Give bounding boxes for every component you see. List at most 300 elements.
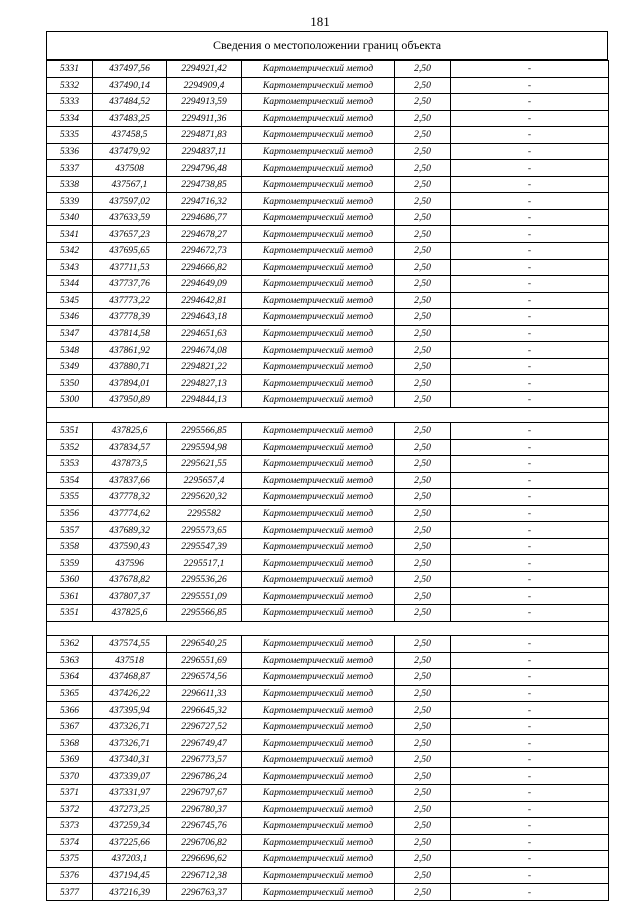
method-cell: Картометрический метод — [242, 110, 395, 127]
x-coordinate-cell: 437689,32 — [93, 522, 167, 539]
description-cell: - — [451, 472, 609, 489]
y-coordinate-cell: 2296786,24 — [167, 768, 242, 785]
x-coordinate-cell: 437880,71 — [93, 358, 167, 375]
description-cell: - — [451, 77, 609, 94]
method-cell: Картометрический метод — [242, 718, 395, 735]
x-coordinate-cell: 437458,5 — [93, 127, 167, 144]
y-coordinate-cell: 2296763,37 — [167, 884, 242, 901]
table-row — [47, 735, 609, 752]
method-cell: Картометрический метод — [242, 325, 395, 342]
table-row — [47, 555, 609, 572]
description-cell: - — [451, 342, 609, 359]
point-number-cell: 5352 — [47, 439, 93, 456]
description-cell: - — [451, 276, 609, 293]
table-row — [47, 276, 609, 293]
description-cell: - — [451, 605, 609, 622]
method-cell: Картометрический метод — [242, 867, 395, 884]
description-cell: - — [451, 358, 609, 375]
table-row — [47, 636, 609, 653]
y-coordinate-cell: 2296551,69 — [167, 652, 242, 669]
accuracy-cell: 2,50 — [395, 718, 451, 735]
description-cell: - — [451, 768, 609, 785]
y-coordinate-cell: 2294913,59 — [167, 94, 242, 111]
point-number-cell: 5355 — [47, 489, 93, 506]
method-cell: Картометрический метод — [242, 834, 395, 851]
accuracy-cell: 2,50 — [395, 375, 451, 392]
x-coordinate-cell: 437837,66 — [93, 472, 167, 489]
description-cell: - — [451, 391, 609, 408]
method-cell: Картометрический метод — [242, 292, 395, 309]
accuracy-cell: 2,50 — [395, 735, 451, 752]
method-cell: Картометрический метод — [242, 422, 395, 439]
y-coordinate-cell: 2296727,52 — [167, 718, 242, 735]
accuracy-cell: 2,50 — [395, 94, 451, 111]
x-coordinate-cell: 437657,23 — [93, 226, 167, 243]
table-row — [47, 768, 609, 785]
table-row — [47, 851, 609, 868]
description-cell: - — [451, 292, 609, 309]
point-number-cell: 5332 — [47, 77, 93, 94]
method-cell: Картометрический метод — [242, 209, 395, 226]
accuracy-cell: 2,50 — [395, 358, 451, 375]
accuracy-cell: 2,50 — [395, 636, 451, 653]
group-separator-cell — [47, 621, 609, 636]
method-cell: Картометрический метод — [242, 505, 395, 522]
description-cell: - — [451, 176, 609, 193]
x-coordinate-cell: 437825,6 — [93, 422, 167, 439]
y-coordinate-cell: 2294716,32 — [167, 193, 242, 210]
accuracy-cell: 2,50 — [395, 143, 451, 160]
x-coordinate-cell: 437711,53 — [93, 259, 167, 276]
table-row — [47, 718, 609, 735]
point-number-cell: 5369 — [47, 751, 93, 768]
method-cell: Картометрический метод — [242, 702, 395, 719]
method-cell: Картометрический метод — [242, 391, 395, 408]
accuracy-cell: 2,50 — [395, 209, 451, 226]
accuracy-cell: 2,50 — [395, 61, 451, 78]
table-row — [47, 243, 609, 260]
description-cell: - — [451, 884, 609, 901]
point-number-cell: 5335 — [47, 127, 93, 144]
table-row — [47, 325, 609, 342]
method-cell: Картометрический метод — [242, 751, 395, 768]
y-coordinate-cell: 2296745,76 — [167, 818, 242, 835]
y-coordinate-cell: 2294909,4 — [167, 77, 242, 94]
table-row — [47, 127, 609, 144]
y-coordinate-cell: 2295573,65 — [167, 522, 242, 539]
accuracy-cell: 2,50 — [395, 669, 451, 686]
boundary-sheet — [46, 31, 608, 901]
y-coordinate-cell: 2294643,18 — [167, 309, 242, 326]
x-coordinate-cell: 437596 — [93, 555, 167, 572]
method-cell: Картометрический метод — [242, 61, 395, 78]
x-coordinate-cell: 437484,52 — [93, 94, 167, 111]
y-coordinate-cell: 2296611,33 — [167, 685, 242, 702]
accuracy-cell: 2,50 — [395, 505, 451, 522]
accuracy-cell: 2,50 — [395, 818, 451, 835]
point-number-cell: 5342 — [47, 243, 93, 260]
method-cell: Картометрический метод — [242, 784, 395, 801]
description-cell: - — [451, 110, 609, 127]
x-coordinate-cell: 437490,14 — [93, 77, 167, 94]
y-coordinate-cell: 2295566,85 — [167, 422, 242, 439]
y-coordinate-cell: 2294674,08 — [167, 342, 242, 359]
accuracy-cell: 2,50 — [395, 325, 451, 342]
description-cell: - — [451, 226, 609, 243]
description-cell: - — [451, 456, 609, 473]
description-cell: - — [451, 538, 609, 555]
y-coordinate-cell: 2296780,37 — [167, 801, 242, 818]
table-row — [47, 176, 609, 193]
method-cell: Картометрический метод — [242, 358, 395, 375]
y-coordinate-cell: 2296696,62 — [167, 851, 242, 868]
accuracy-cell: 2,50 — [395, 685, 451, 702]
point-number-cell: 5339 — [47, 193, 93, 210]
method-cell: Картометрический метод — [242, 768, 395, 785]
y-coordinate-cell: 2295621,55 — [167, 456, 242, 473]
table-row — [47, 143, 609, 160]
method-cell: Картометрический метод — [242, 555, 395, 572]
coordinates-table-body — [47, 61, 609, 901]
table-row — [47, 472, 609, 489]
table-row — [47, 456, 609, 473]
y-coordinate-cell: 2296712,38 — [167, 867, 242, 884]
point-number-cell: 5351 — [47, 422, 93, 439]
point-number-cell: 5349 — [47, 358, 93, 375]
y-coordinate-cell: 2296574,56 — [167, 669, 242, 686]
x-coordinate-cell: 437678,82 — [93, 571, 167, 588]
y-coordinate-cell: 2294837,11 — [167, 143, 242, 160]
method-cell: Картометрический метод — [242, 818, 395, 835]
description-cell: - — [451, 193, 609, 210]
point-number-cell: 5348 — [47, 342, 93, 359]
point-number-cell: 5377 — [47, 884, 93, 901]
x-coordinate-cell: 437326,71 — [93, 735, 167, 752]
table-row — [47, 209, 609, 226]
table-row — [47, 489, 609, 506]
y-coordinate-cell: 2296540,25 — [167, 636, 242, 653]
method-cell: Картометрический метод — [242, 226, 395, 243]
method-cell: Картометрический метод — [242, 522, 395, 539]
y-coordinate-cell: 2296749,47 — [167, 735, 242, 752]
table-row — [47, 358, 609, 375]
table-row — [47, 801, 609, 818]
method-cell: Картометрический метод — [242, 605, 395, 622]
table-row — [47, 884, 609, 901]
description-cell: - — [451, 669, 609, 686]
x-coordinate-cell: 437426,22 — [93, 685, 167, 702]
method-cell: Картометрический метод — [242, 77, 395, 94]
point-number-cell: 5360 — [47, 571, 93, 588]
point-number-cell: 5367 — [47, 718, 93, 735]
point-number-cell: 5333 — [47, 94, 93, 111]
x-coordinate-cell: 437395,94 — [93, 702, 167, 719]
point-number-cell: 5300 — [47, 391, 93, 408]
y-coordinate-cell: 2295551,09 — [167, 588, 242, 605]
point-number-cell: 5364 — [47, 669, 93, 686]
point-number-cell: 5356 — [47, 505, 93, 522]
y-coordinate-cell: 2294871,83 — [167, 127, 242, 144]
x-coordinate-cell: 437497,56 — [93, 61, 167, 78]
description-cell: - — [451, 259, 609, 276]
accuracy-cell: 2,50 — [395, 127, 451, 144]
coordinates-table — [46, 60, 609, 901]
description-cell: - — [451, 143, 609, 160]
table-row — [47, 193, 609, 210]
table-row — [47, 342, 609, 359]
method-cell: Картометрический метод — [242, 342, 395, 359]
point-number-cell: 5338 — [47, 176, 93, 193]
method-cell: Картометрический метод — [242, 801, 395, 818]
group-separator-row — [47, 408, 609, 423]
table-row — [47, 702, 609, 719]
point-number-cell: 5375 — [47, 851, 93, 868]
point-number-cell: 5366 — [47, 702, 93, 719]
x-coordinate-cell: 437633,59 — [93, 209, 167, 226]
table-row — [47, 77, 609, 94]
accuracy-cell: 2,50 — [395, 309, 451, 326]
method-cell: Картометрический метод — [242, 588, 395, 605]
description-cell: - — [451, 702, 609, 719]
table-row — [47, 685, 609, 702]
table-row — [47, 605, 609, 622]
description-cell: - — [451, 784, 609, 801]
point-number-cell: 5371 — [47, 784, 93, 801]
group-separator-row — [47, 621, 609, 636]
accuracy-cell: 2,50 — [395, 751, 451, 768]
table-row — [47, 292, 609, 309]
description-cell: - — [451, 571, 609, 588]
y-coordinate-cell: 2295566,85 — [167, 605, 242, 622]
method-cell: Картометрический метод — [242, 439, 395, 456]
accuracy-cell: 2,50 — [395, 538, 451, 555]
description-cell: - — [451, 160, 609, 177]
point-number-cell: 5350 — [47, 375, 93, 392]
x-coordinate-cell: 437825,6 — [93, 605, 167, 622]
accuracy-cell: 2,50 — [395, 193, 451, 210]
accuracy-cell: 2,50 — [395, 522, 451, 539]
x-coordinate-cell: 437807,37 — [93, 588, 167, 605]
description-cell: - — [451, 422, 609, 439]
x-coordinate-cell: 437873,5 — [93, 456, 167, 473]
x-coordinate-cell: 437773,22 — [93, 292, 167, 309]
point-number-cell: 5353 — [47, 456, 93, 473]
table-row — [47, 669, 609, 686]
table-row — [47, 110, 609, 127]
table-row — [47, 751, 609, 768]
accuracy-cell: 2,50 — [395, 110, 451, 127]
y-coordinate-cell: 2295620,32 — [167, 489, 242, 506]
y-coordinate-cell: 2296773,57 — [167, 751, 242, 768]
x-coordinate-cell: 437737,76 — [93, 276, 167, 293]
point-number-cell: 5334 — [47, 110, 93, 127]
accuracy-cell: 2,50 — [395, 489, 451, 506]
x-coordinate-cell: 437814,58 — [93, 325, 167, 342]
description-cell: - — [451, 685, 609, 702]
accuracy-cell: 2,50 — [395, 834, 451, 851]
x-coordinate-cell: 437259,34 — [93, 818, 167, 835]
y-coordinate-cell: 2295547,39 — [167, 538, 242, 555]
y-coordinate-cell: 2294686,77 — [167, 209, 242, 226]
point-number-cell: 5331 — [47, 61, 93, 78]
x-coordinate-cell: 437339,07 — [93, 768, 167, 785]
y-coordinate-cell: 2296645,32 — [167, 702, 242, 719]
table-row — [47, 652, 609, 669]
method-cell: Картометрический метод — [242, 375, 395, 392]
description-cell: - — [451, 751, 609, 768]
x-coordinate-cell: 437479,92 — [93, 143, 167, 160]
x-coordinate-cell: 437331,97 — [93, 784, 167, 801]
table-row — [47, 588, 609, 605]
y-coordinate-cell: 2294844,13 — [167, 391, 242, 408]
accuracy-cell: 2,50 — [395, 851, 451, 868]
point-number-cell: 5347 — [47, 325, 93, 342]
x-coordinate-cell: 437774,62 — [93, 505, 167, 522]
description-cell: - — [451, 522, 609, 539]
description-cell: - — [451, 652, 609, 669]
x-coordinate-cell: 437225,66 — [93, 834, 167, 851]
point-number-cell: 5373 — [47, 818, 93, 835]
description-cell: - — [451, 94, 609, 111]
accuracy-cell: 2,50 — [395, 391, 451, 408]
y-coordinate-cell: 2294666,82 — [167, 259, 242, 276]
table-row — [47, 391, 609, 408]
y-coordinate-cell: 2295517,1 — [167, 555, 242, 572]
accuracy-cell: 2,50 — [395, 571, 451, 588]
accuracy-cell: 2,50 — [395, 456, 451, 473]
accuracy-cell: 2,50 — [395, 259, 451, 276]
point-number-cell: 5363 — [47, 652, 93, 669]
point-number-cell: 5365 — [47, 685, 93, 702]
description-cell: - — [451, 834, 609, 851]
table-row — [47, 259, 609, 276]
point-number-cell: 5361 — [47, 588, 93, 605]
table-row — [47, 505, 609, 522]
y-coordinate-cell: 2295582 — [167, 505, 242, 522]
point-number-cell: 5354 — [47, 472, 93, 489]
description-cell: - — [451, 209, 609, 226]
table-row — [47, 439, 609, 456]
description-cell: - — [451, 439, 609, 456]
point-number-cell: 5359 — [47, 555, 93, 572]
description-cell: - — [451, 867, 609, 884]
x-coordinate-cell: 437695,65 — [93, 243, 167, 260]
page-number: 181 — [310, 14, 330, 29]
description-cell: - — [451, 735, 609, 752]
accuracy-cell: 2,50 — [395, 605, 451, 622]
group-separator-cell — [47, 408, 609, 423]
description-cell: - — [451, 127, 609, 144]
x-coordinate-cell: 437518 — [93, 652, 167, 669]
x-coordinate-cell: 437778,32 — [93, 489, 167, 506]
x-coordinate-cell: 437894,01 — [93, 375, 167, 392]
y-coordinate-cell: 2294827,13 — [167, 375, 242, 392]
method-cell: Картометрический метод — [242, 472, 395, 489]
method-cell: Картометрический метод — [242, 735, 395, 752]
accuracy-cell: 2,50 — [395, 867, 451, 884]
table-row — [47, 226, 609, 243]
method-cell: Картометрический метод — [242, 652, 395, 669]
accuracy-cell: 2,50 — [395, 784, 451, 801]
description-cell: - — [451, 309, 609, 326]
method-cell: Картометрический метод — [242, 309, 395, 326]
accuracy-cell: 2,50 — [395, 884, 451, 901]
description-cell: - — [451, 325, 609, 342]
table-row — [47, 784, 609, 801]
accuracy-cell: 2,50 — [395, 702, 451, 719]
description-cell: - — [451, 801, 609, 818]
accuracy-cell: 2,50 — [395, 342, 451, 359]
x-coordinate-cell: 437203,1 — [93, 851, 167, 868]
method-cell: Картометрический метод — [242, 571, 395, 588]
table-row — [47, 309, 609, 326]
method-cell: Картометрический метод — [242, 538, 395, 555]
description-cell: - — [451, 243, 609, 260]
point-number-cell: 5336 — [47, 143, 93, 160]
method-cell: Картометрический метод — [242, 851, 395, 868]
x-coordinate-cell: 437778,39 — [93, 309, 167, 326]
method-cell: Картометрический метод — [242, 636, 395, 653]
accuracy-cell: 2,50 — [395, 801, 451, 818]
method-cell: Картометрический метод — [242, 94, 395, 111]
y-coordinate-cell: 2294738,85 — [167, 176, 242, 193]
description-cell: - — [451, 636, 609, 653]
table-row — [47, 834, 609, 851]
x-coordinate-cell: 437834,57 — [93, 439, 167, 456]
method-cell: Картометрический метод — [242, 669, 395, 686]
accuracy-cell: 2,50 — [395, 160, 451, 177]
x-coordinate-cell: 437861,92 — [93, 342, 167, 359]
y-coordinate-cell: 2294821,22 — [167, 358, 242, 375]
accuracy-cell: 2,50 — [395, 292, 451, 309]
accuracy-cell: 2,50 — [395, 768, 451, 785]
description-cell: - — [451, 718, 609, 735]
description-cell: - — [451, 818, 609, 835]
y-coordinate-cell: 2295536,26 — [167, 571, 242, 588]
table-row — [47, 160, 609, 177]
point-number-cell: 5345 — [47, 292, 93, 309]
method-cell: Картометрический метод — [242, 456, 395, 473]
x-coordinate-cell: 437950,89 — [93, 391, 167, 408]
accuracy-cell: 2,50 — [395, 588, 451, 605]
y-coordinate-cell: 2294651,63 — [167, 325, 242, 342]
accuracy-cell: 2,50 — [395, 439, 451, 456]
x-coordinate-cell: 437468,87 — [93, 669, 167, 686]
x-coordinate-cell: 437326,71 — [93, 718, 167, 735]
point-number-cell: 5362 — [47, 636, 93, 653]
y-coordinate-cell: 2295594,98 — [167, 439, 242, 456]
table-row — [47, 522, 609, 539]
y-coordinate-cell: 2294672,73 — [167, 243, 242, 260]
point-number-cell: 5370 — [47, 768, 93, 785]
table-row — [47, 61, 609, 78]
accuracy-cell: 2,50 — [395, 243, 451, 260]
method-cell: Картометрический метод — [242, 243, 395, 260]
description-cell: - — [451, 555, 609, 572]
point-number-cell: 5357 — [47, 522, 93, 539]
table-row — [47, 538, 609, 555]
point-number-cell: 5372 — [47, 801, 93, 818]
point-number-cell: 5341 — [47, 226, 93, 243]
accuracy-cell: 2,50 — [395, 77, 451, 94]
y-coordinate-cell: 2294911,36 — [167, 110, 242, 127]
x-coordinate-cell: 437483,25 — [93, 110, 167, 127]
accuracy-cell: 2,50 — [395, 276, 451, 293]
table-row — [47, 422, 609, 439]
description-cell: - — [451, 61, 609, 78]
description-cell: - — [451, 505, 609, 522]
x-coordinate-cell: 437508 — [93, 160, 167, 177]
